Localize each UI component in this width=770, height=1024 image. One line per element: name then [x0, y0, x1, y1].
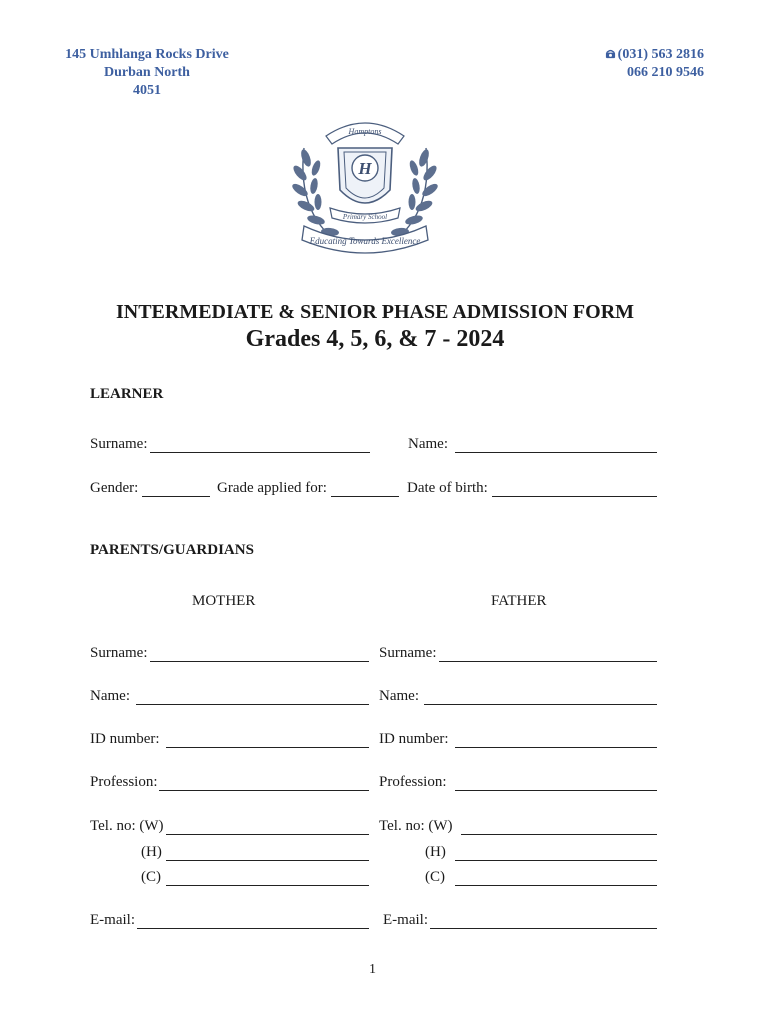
father-tel-w-field[interactable] [461, 834, 657, 835]
mother-tel-w-label: Tel. no: (W) [90, 818, 164, 834]
learner-dob-field[interactable] [492, 496, 657, 497]
father-surname-field[interactable] [439, 661, 657, 662]
father-tel-c-field[interactable] [455, 885, 657, 886]
mother-tel-h-label: (H) [141, 844, 162, 860]
phone-number-2: 066 210 9546 [627, 65, 704, 80]
parents-heading: PARENTS/GUARDIANS [90, 542, 254, 558]
father-tel-h-label: (H) [425, 844, 446, 860]
mother-tel-w-field[interactable] [166, 834, 369, 835]
father-tel-w-label: Tel. no: (W) [379, 818, 453, 834]
mother-tel-h-field[interactable] [166, 860, 369, 861]
father-profession-field[interactable] [455, 790, 657, 791]
logo-monogram: H [358, 159, 372, 178]
learner-dob-label: Date of birth: [407, 480, 488, 496]
form-subtitle: Grades 4, 5, 6, & 7 - 2024 [245, 326, 505, 352]
mother-heading: MOTHER [192, 593, 256, 609]
address-line-suburb: Durban North [104, 65, 190, 80]
mother-surname-field[interactable] [150, 661, 369, 662]
father-surname-label: Surname: [379, 645, 437, 661]
mother-tel-c-field[interactable] [166, 885, 369, 886]
telephone-icon [605, 48, 616, 59]
learner-name-label: Name: [408, 436, 448, 452]
mother-id-label: ID number: [90, 731, 160, 747]
learner-gender-field[interactable] [142, 496, 210, 497]
mother-surname-label: Surname: [90, 645, 148, 661]
father-profession-label: Profession: [379, 774, 447, 790]
mother-email-label: E-mail: [90, 912, 135, 928]
logo-top-text: Hamptons [348, 127, 382, 136]
phone-number-1: (031) 563 2816 [617, 47, 704, 62]
logo-ribbon-text: Educating Towards Excellence [309, 236, 421, 246]
mother-email-field[interactable] [137, 928, 369, 929]
school-crest-logo [286, 108, 444, 260]
father-email-field[interactable] [430, 928, 657, 929]
mother-id-field[interactable] [166, 747, 369, 748]
address-line-code: 4051 [133, 83, 161, 98]
father-id-label: ID number: [379, 731, 449, 747]
page-number: 1 [369, 962, 376, 977]
logo-middle-text: Primary School [342, 213, 388, 221]
father-email-label: E-mail: [383, 912, 428, 928]
mother-name-label: Name: [90, 688, 130, 704]
father-tel-h-field[interactable] [455, 860, 657, 861]
learner-gender-label: Gender: [90, 480, 139, 496]
form-title: INTERMEDIATE & SENIOR PHASE ADMISSION FORM [115, 301, 635, 323]
learner-name-field[interactable] [455, 452, 657, 453]
learner-surname-label: Surname: [90, 436, 148, 452]
father-name-label: Name: [379, 688, 419, 704]
learner-grade-label: Grade applied for: [217, 480, 327, 496]
mother-profession-field[interactable] [159, 790, 369, 791]
father-id-field[interactable] [455, 747, 657, 748]
school-phone [605, 46, 704, 82]
father-tel-c-label: (C) [425, 869, 445, 885]
school-address [52, 46, 242, 100]
learner-heading: LEARNER [90, 386, 164, 402]
mother-profession-label: Profession: [90, 774, 158, 790]
father-name-field[interactable] [424, 704, 657, 705]
mother-tel-c-label: (C) [141, 869, 161, 885]
address-line-street: 145 Umhlanga Rocks Drive [65, 47, 229, 62]
learner-grade-field[interactable] [331, 496, 399, 497]
learner-surname-field[interactable] [150, 452, 370, 453]
father-heading: FATHER [491, 593, 547, 609]
mother-name-field[interactable] [136, 704, 369, 705]
